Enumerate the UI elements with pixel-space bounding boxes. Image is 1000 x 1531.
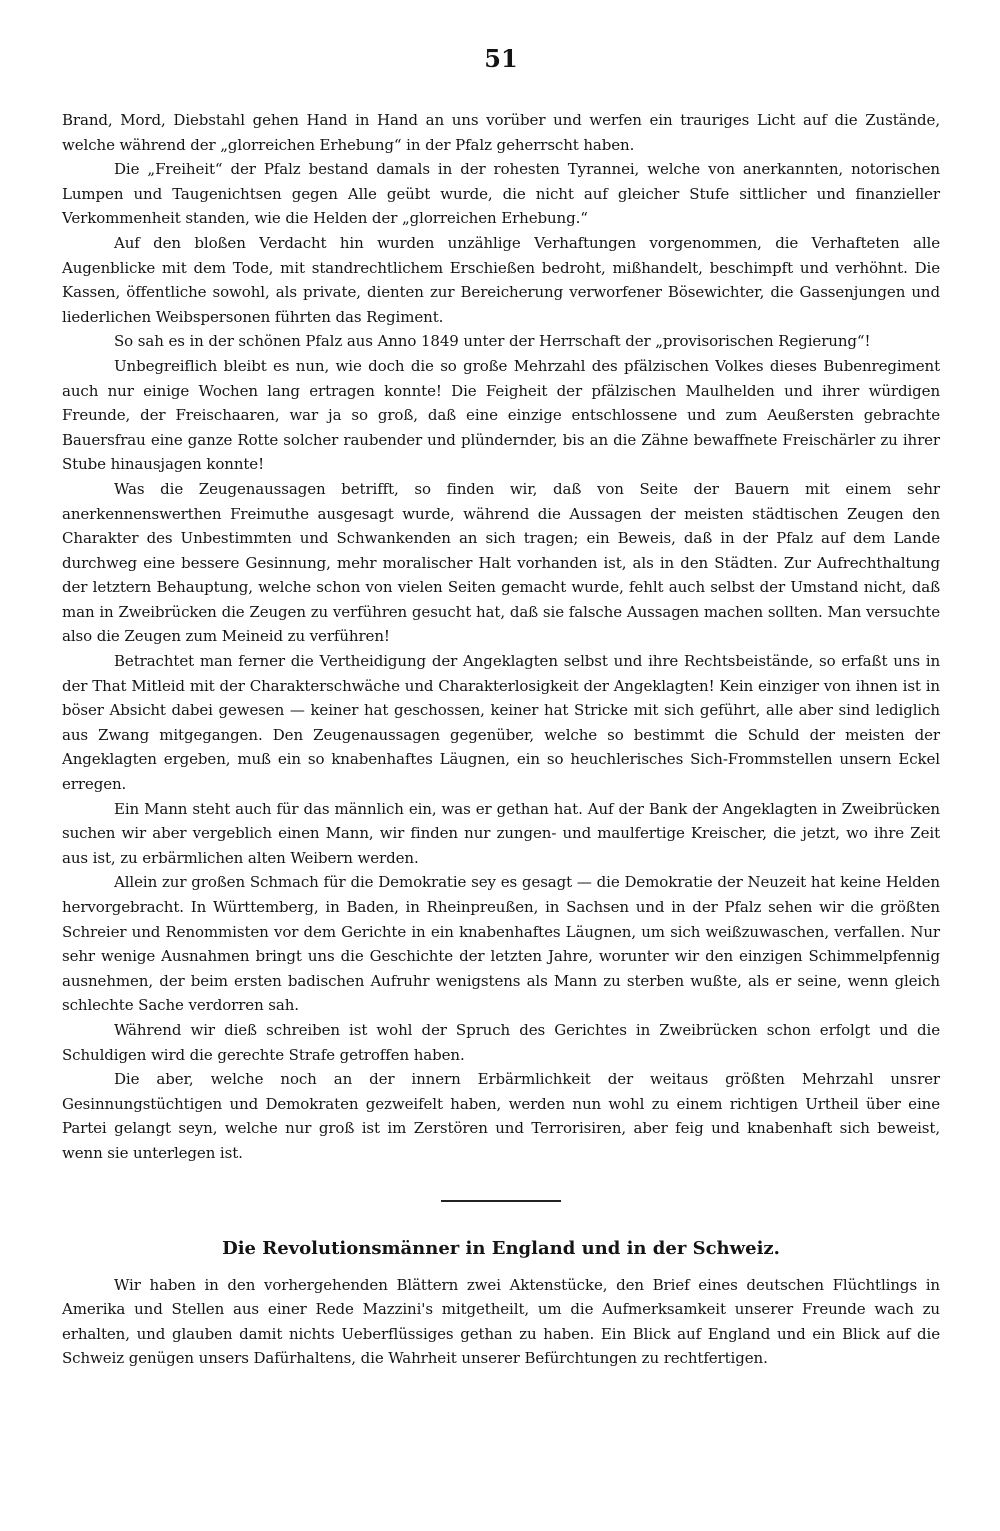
paragraph: Brand, Mord, Diebstahl gehen Hand in Hand an uns vorüber und werfen ein trauriges Licht auf die Zustände, welche während der „glorreichen Erhebung“ in der Pfalz geherrscht haben. xyxy=(62,111,940,154)
paragraph: Auf den bloßen Verdacht hin wurden unzählige Verhaftungen vorgenommen, die Verhafteten alle Augenblicke mit dem Tode, mit standrechtlichem Erschießen bedroht, mißhandelt, beschimpft und verhöhnt. Die Kassen, öffentliche sowohl, als private, dienten zur Bereicherung verworfener Bösewichter, die Gassenjungen und liederlichen Weibspersonen führten das Regiment. xyxy=(62,233,940,326)
paragraph: Betrachtet man ferner die Vertheidigung der Angeklagten selbst und ihre Rechtsbeistände, so erfaßt uns in der That Mitleid mit der Charakterschwäche und Charakterlosigkeit der Angeklagten! Kein einziger von ihnen ist in böser Absicht dabei gewesen — keiner hat geschossen, keiner hat Stricke mit sich geführt, alle aber sind lediglich aus Zwang mitgegangen. Den Zeugenaussagen gegenüber, welche so bestimmt die Schuld der meisten der Angeklagten ergeben, muß ein so knabenhaftes Läugnen, ein so heuchlerisches Sich-Frommstellen unsern Eckel erregen. xyxy=(62,652,940,794)
document-page xyxy=(62,44,940,1371)
page-number: 51 xyxy=(484,44,518,73)
section-heading: Die Revolutionsmänner in England und in der Schweiz. xyxy=(222,1237,780,1259)
section-body xyxy=(62,1273,940,1371)
paragraph: Allein zur großen Schmach für die Demokratie sey es gesagt — die Demokratie der Neuzeit hat keine Helden hervorgebracht. In Württemberg, in Baden, in Rheinpreußen, in Sachsen und in der Pfalz sehen wir die größten Schreier und Renommisten vor dem Gerichte in ein knabenhaftes Läugnen, um sich weißzuwaschen, verfallen. Nur sehr wenige Ausnahmen bringt uns die Geschichte der letzten Jahre, worunter wir den einzigen Schimmelpfennig ausnehmen, der beim ersten badischen Aufruhr wenigstens als Mann zu sterben wußte, als er seine, wenn gleich schlechte Sache verdorren sah. xyxy=(62,873,940,1015)
paragraph: Während wir dieß schreiben ist wohl der Spruch des Gerichtes in Zweibrücken schon erfolgt und die Schuldigen wird die gerechte Strafe getroffen haben. xyxy=(62,1020,940,1064)
paragraph: Was die Zeugenaussagen betrifft, so finden wir, daß von Seite der Bauern mit einem sehr anerkennenswerthen Freimuthe ausgesagt wurde, während die Aussagen der meisten städtischen Zeugen den Charakter des Unbestimmten und Schwankenden an sich tragen; ein Beweis, daß in der Pfalz auf dem Lande durchweg eine bessere Gesinnung, mehr moralischer Halt vorhanden ist, als in den Städten. Zur Aufrechthaltung der letztern Behauptung, welche schon von vielen Seiten gemacht wurde, fehlt auch selbst der Umstand nicht, daß man in Zweibrücken die Zeugen zu verführen gesucht hat, daß sie falsche Aussagen machen sollten. Man versuchte also die Zeugen zum Meineid zu verführen! xyxy=(62,479,940,646)
section-divider xyxy=(441,1200,561,1202)
paragraph: Ein Mann steht auch für das männlich ein, was er gethan hat. Auf der Bank der Angeklagten in Zweibrücken suchen wir aber vergeblich einen Mann, wir finden nur zungen- und maulfertige Kreischer, die jetzt, wo ihre Zeit aus ist, zu erbärmlichen alten Weibern werden. xyxy=(62,799,940,867)
paragraph: Die „Freiheit“ der Pfalz bestand damals in der rohesten Tyrannei, welche von anerkannten, notorischen Lumpen und Taugenichtsen gegen Alle geübt wurde, die nicht auf gleicher Stufe sittlicher und finanzieller Verkommenheit standen, wie die Helden der „glorreichen Erhebung.“ xyxy=(62,160,940,228)
paragraph: Unbegreiflich bleibt es nun, wie doch die so große Mehrzahl des pfälzischen Volkes dieses Bubenregiment auch nur einige Wochen lang ertragen konnte! Die Feigheit der pfälzischen Maulhelden und ihrer würdigen Freunde, der Freischaaren, war ja so groß, daß eine einzige entschlossene und zum Aeußersten gebrachte Bauersfrau eine ganze Rotte solcher raubender und plündernder, bis an die Zähne bewaffnete Freischärler zu ihrer Stube hinausjagen konnte! xyxy=(62,356,940,474)
paragraph: So sah es in der schönen Pfalz aus Anno 1849 unter der Herrschaft der „provisorischen Regierung“! xyxy=(114,332,871,351)
paragraph: Wir haben in den vorhergehenden Blättern zwei Aktenstücke, den Brief eines deutschen Flüchtlings in Amerika und Stellen aus einer Rede Mazzini's mitgetheilt, um die Aufmerksamkeit unserer Freunde wach zu erhalten, und glauben damit nichts Ueberflüssiges gethan zu haben. Ein Blick auf England und ein Blick auf die Schweiz genügen unsers Dafürhaltens, die Wahrheit unserer Befürchtungen zu rechtfertigen. xyxy=(62,1275,940,1368)
article-body xyxy=(62,108,940,1166)
paragraph: Die aber, welche noch an der innern Erbärmlichkeit der weitaus größten Mehrzahl unsrer Gesinnungstüchtigen und Demokraten gezweifelt haben, werden nun wohl zu einem richtigen Urtheil über eine Partei gelangt seyn, welche nur groß ist im Zerstören und Terrorisiren, aber feig und knabenhaft sich beweist, wenn sie unterlegen ist. xyxy=(62,1070,940,1162)
